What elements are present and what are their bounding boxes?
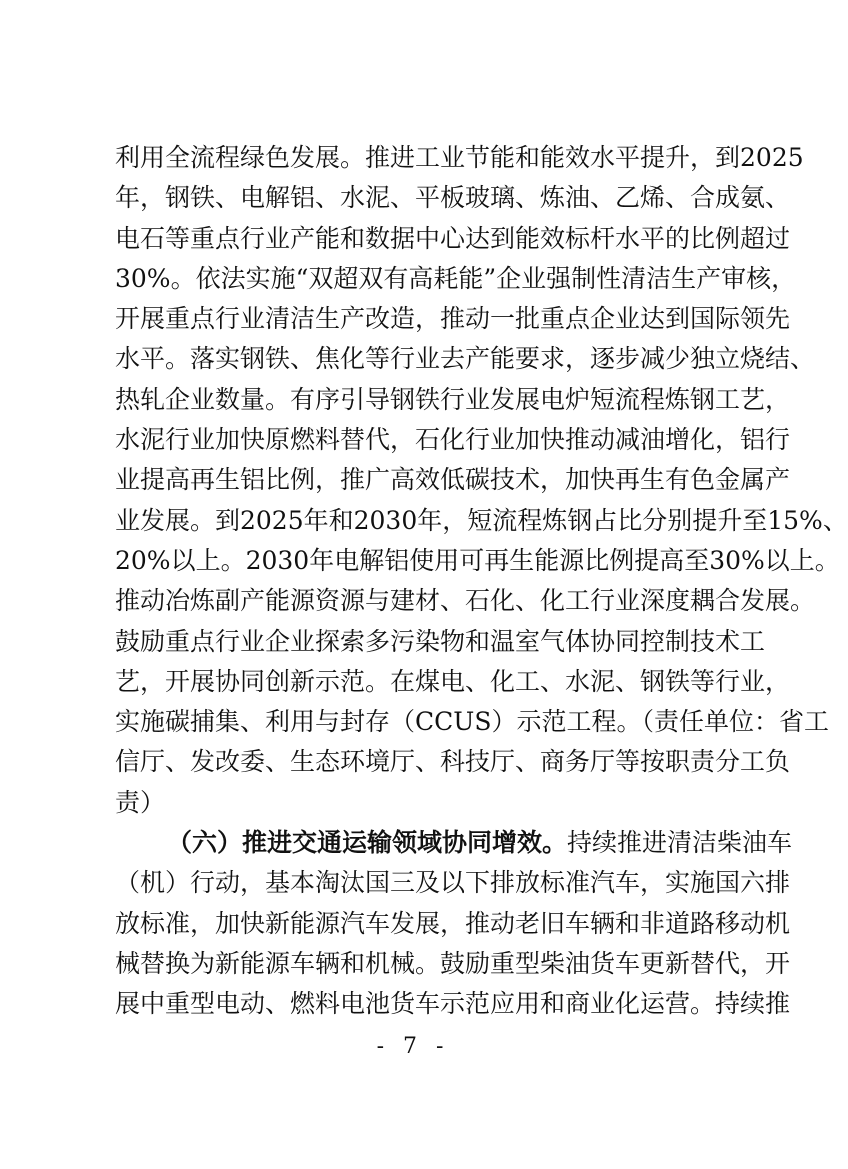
section-heading-line bbox=[115, 823, 793, 863]
text-line: 电石等重点行业产能和数据中心达到能效标杆水平的比例超过 bbox=[115, 223, 791, 253]
text-line: 水平。落实钢铁、焦化等行业去产能要求，逐步减少独立烧结、 bbox=[115, 344, 816, 374]
text-line: 鼓励重点行业企业探索多污染物和温室气体协同控制技术工 bbox=[115, 626, 766, 656]
text-line: 水泥行业加快原燃料替代，石化行业加快推动减油增化，铝行 bbox=[115, 425, 791, 455]
text-line: 械替换为新能源车辆和机械。鼓励重型柴油货车更新替代，开 bbox=[115, 948, 791, 978]
text-line: 20%以上。2030年电解铝使用可再生能源比例提高至30%以上。 bbox=[115, 545, 840, 575]
text-line: 业提高再生铝比例，推广高效低碳技术，加快再生有色金属产 bbox=[115, 465, 791, 495]
section-heading: （六）推进交通运输领域协同增效。 bbox=[167, 828, 568, 858]
text-line: 信厅、发改委、生态环境厅、科技厅、商务厅等按职责分工负 bbox=[115, 747, 791, 777]
page-number: - 7 - bbox=[376, 1034, 450, 1059]
text-line: （机）行动，基本淘汰国三及以下排放标准汽车，实施国六排 bbox=[115, 868, 791, 898]
text-span: 持续推进清洁柴油车 bbox=[567, 828, 793, 858]
text-line: 推动冶炼副产能源资源与建材、石化、化工行业深度耦合发展。 bbox=[115, 586, 816, 616]
text-line: 实施碳捕集、利用与封存（CCUS）示范工程。（责任单位：省工 bbox=[115, 707, 829, 737]
text-line: 艺，开展协同创新示范。在煤电、化工、水泥、钢铁等行业， bbox=[115, 666, 791, 696]
text-line: 业发展。到2025年和2030年，短流程炼钢占比分别提升至15%、 bbox=[115, 505, 848, 535]
text-line: 年，钢铁、电解铝、水泥、平板玻璃、炼油、乙烯、合成氨、 bbox=[115, 183, 791, 213]
text-line: 利用全流程绿色发展。推进工业节能和能效水平提升，到2025 bbox=[115, 143, 804, 172]
document-body bbox=[115, 138, 848, 1025]
text-line: 开展重点行业清洁生产改造，推动一批重点企业达到国际领先 bbox=[115, 304, 791, 334]
text-line: 展中重型电动、燃料电池货车示范应用和商业化运营。持续推 bbox=[115, 989, 791, 1019]
text-line: 热轧企业数量。有序引导钢铁行业发展电炉短流程炼钢工艺， bbox=[115, 384, 791, 414]
text-line: 责） bbox=[115, 787, 166, 817]
text-line: 放标准，加快新能源汽车发展，推动老旧车辆和非道路移动机 bbox=[115, 908, 791, 938]
text-line: 30%。依法实施“双超双有高耗能”企业强制性清洁生产审核， bbox=[115, 263, 797, 293]
